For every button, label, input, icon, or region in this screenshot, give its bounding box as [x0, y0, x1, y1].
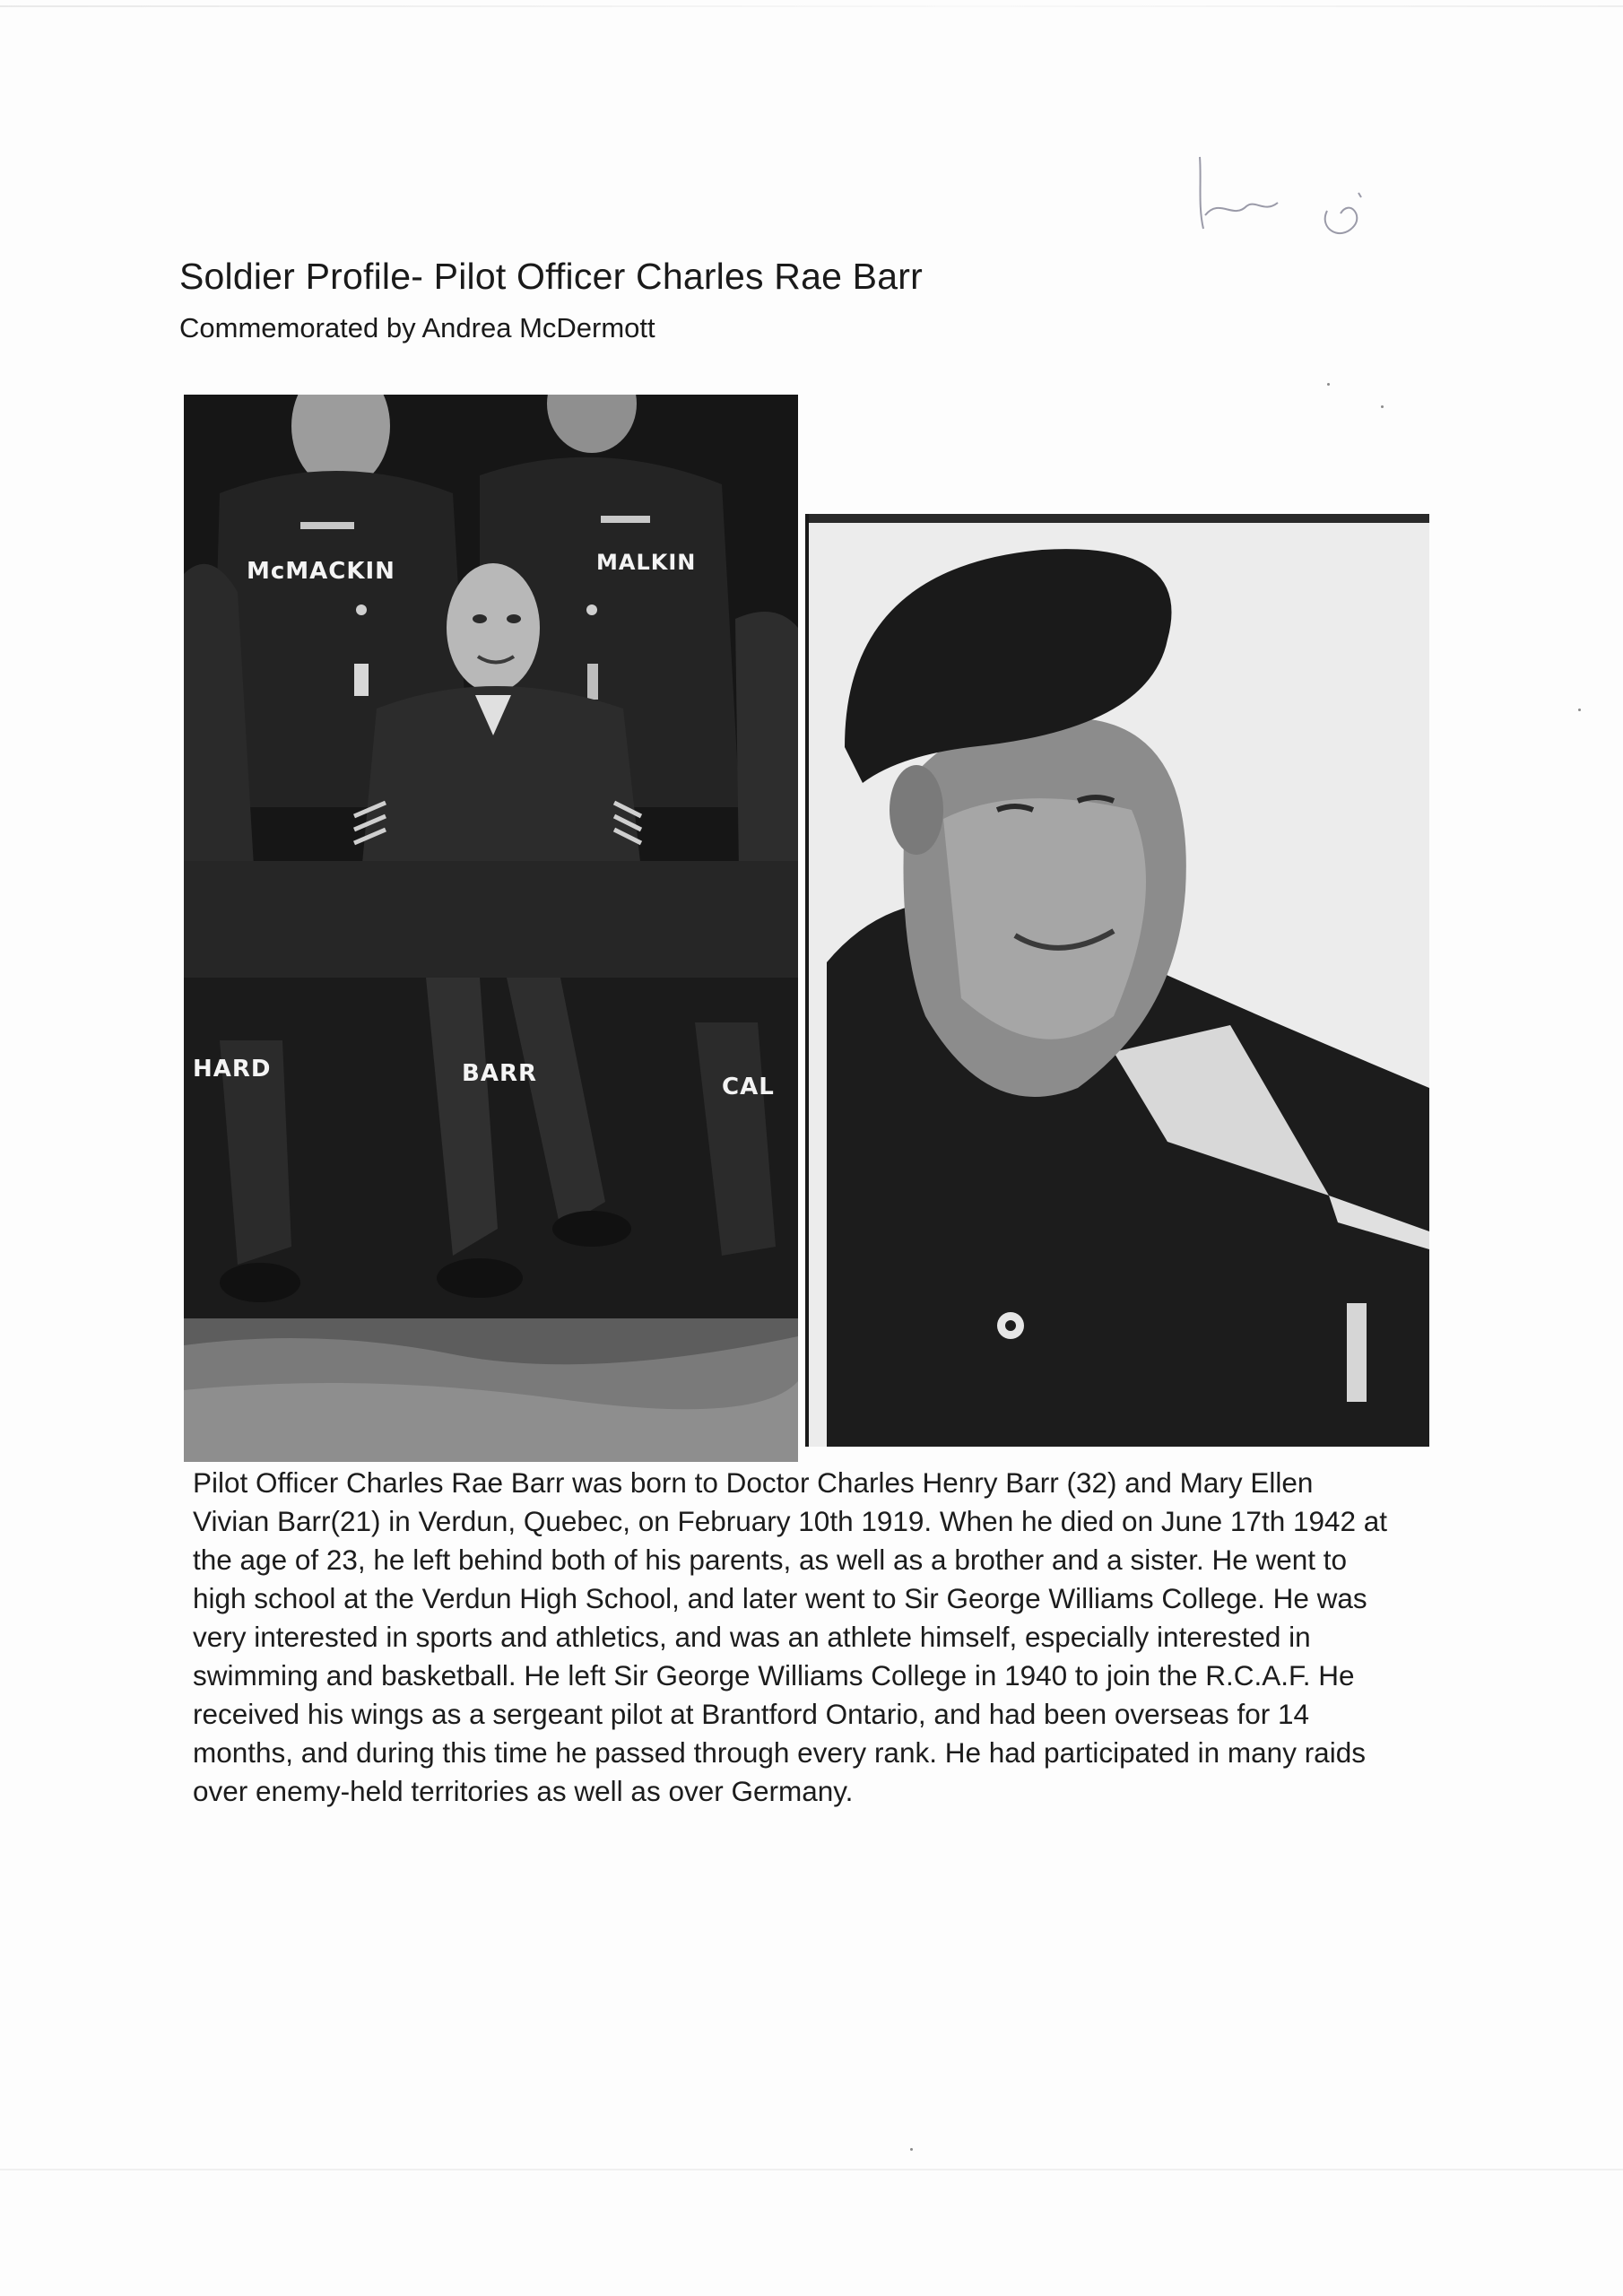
name-tag-mcmackin: McMACKIN: [247, 558, 395, 585]
biography-line: Vivian Barr(21) in Verdun, Quebec, on February 10th 1919. When he died on June 17th 1942 at: [193, 1505, 1388, 1537]
name-tag-malkin: MALKIN: [596, 550, 697, 575]
biography-line: months, and during this time he passed through every rank. He had participated in many raids: [193, 1736, 1366, 1769]
name-tag-barr: BARR: [462, 1060, 537, 1087]
group-photo-image: [184, 395, 798, 1462]
biography-line: Pilot Officer Charles Rae Barr was born to Doctor Charles Henry Barr (32) and Mary Ellen: [193, 1466, 1314, 1499]
scan-edge-top: [0, 5, 1623, 7]
biography-line: very interested in sports and athletics, and was an athlete himself, especially interested in: [193, 1621, 1311, 1653]
biography-line: the age of 23, he left behind both of his parents, as well as a brother and a sister. He went to: [193, 1544, 1348, 1576]
page-title: Soldier Profile- Pilot Officer Charles Rae Barr: [179, 256, 923, 297]
portrait-photo: [805, 514, 1429, 1447]
name-tag-cal: CAL: [722, 1074, 775, 1100]
biography-line: high school at the Verdun High School, and later went to Sir George Williams College. He was: [193, 1582, 1367, 1614]
group-photo: [184, 395, 798, 1462]
scan-speck: [1578, 709, 1581, 711]
scan-speck: [910, 2148, 913, 2151]
biography-text: [193, 1464, 1488, 1811]
biography-line: swimming and basketball. He left Sir George Williams College in 1940 to join the R.C.A.F. He: [193, 1659, 1355, 1692]
scan-speck: [1327, 383, 1330, 386]
portrait-photo-image: [809, 514, 1429, 1447]
biography-line: received his wings as a sergeant pilot at Brantford Ontario, and had been overseas for 14: [193, 1698, 1309, 1730]
commemoration-line: Commemorated by Andrea McDermott: [179, 312, 655, 344]
name-tag-hard: HARD: [193, 1056, 272, 1083]
scan-speck: [1381, 405, 1384, 408]
biography-line: over enemy-held territories as well as over Germany.: [193, 1775, 854, 1807]
scan-edge-bottom: [0, 2169, 1623, 2170]
handwritten-annotation: [1193, 144, 1399, 260]
